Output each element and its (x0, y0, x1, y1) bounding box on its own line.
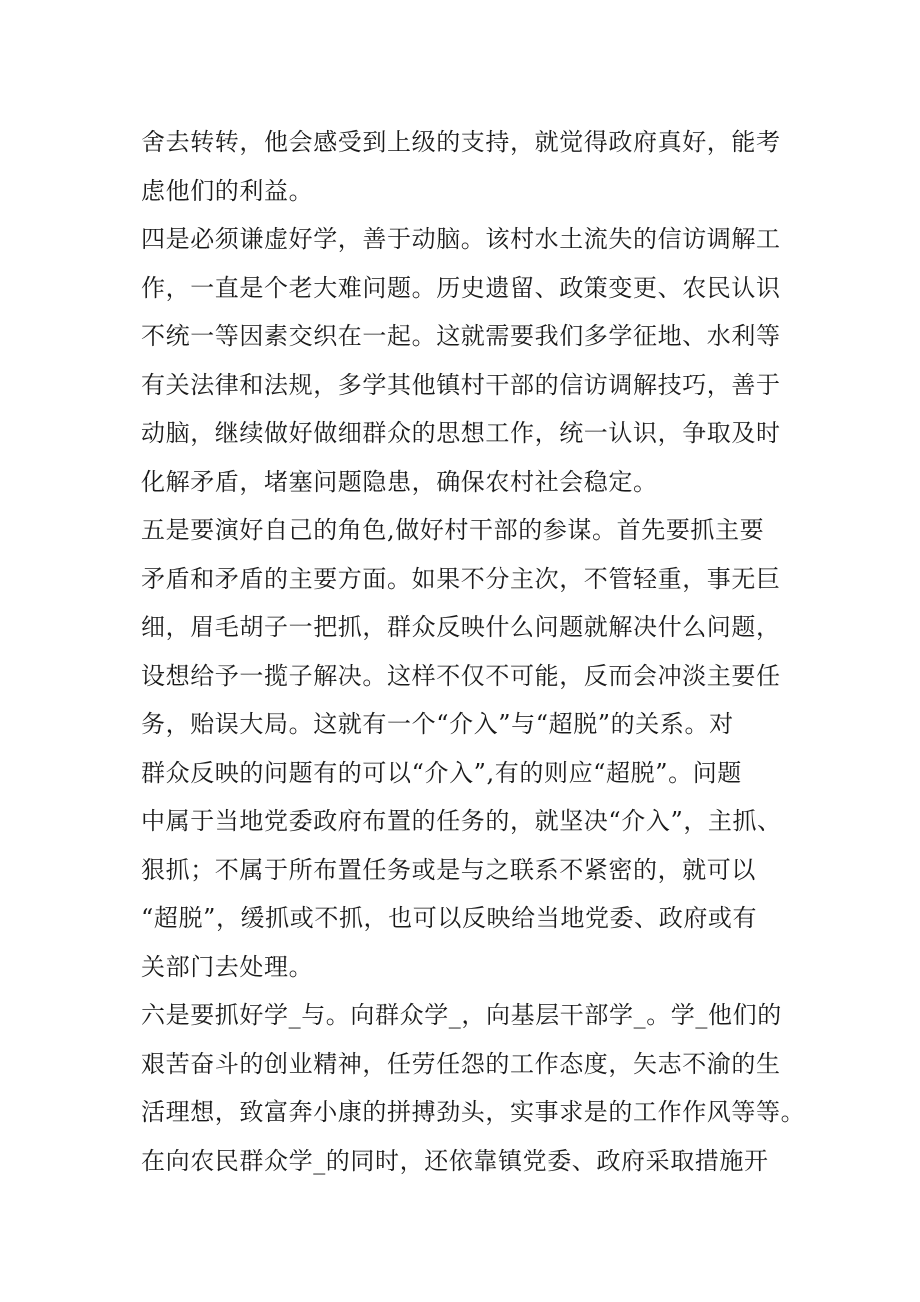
text-line: 舍去转转，他会感受到上级的支持，就觉得政府真好，能考 (141, 128, 781, 156)
body-text (141, 118, 806, 1185)
text-line: 矛盾和矛盾的主要方面。如果不分主次，不管轻重，事无巨 (141, 564, 781, 593)
text-line: 细，眉毛胡子一把抓，群众反映什么问题就解决什么问题， (141, 613, 781, 641)
text-line: 活理想，致富奔小康的拼搏劲头，实事求是的工作作风等等。 (141, 1098, 806, 1126)
text-line: 关部门去处理。 (141, 952, 314, 981)
text-line: 设想给予一揽子解决。这样不仅不可能，反而会冲淡主要任 (141, 661, 781, 690)
text-line: 四是必须谦虚好学，善于动脑。该村水土流失的信访调解工 (141, 225, 781, 253)
text-line: 务，贻误大局。这就有一个“介入”与“超脱”的关系。对 (141, 710, 734, 738)
text-line: 作，一直是个老大难问题。历史遗留、政策变更、农民认识 (141, 273, 781, 302)
text-line: 中属于当地党委政府布置的任务的，就坚决“介入”，主抓、 (141, 807, 782, 835)
text-line: 化解矛盾，堵塞问题隐患，确保农村社会稳定。 (141, 467, 658, 496)
text-line: 五是要演好自己的角色,做好村干部的参谋。首先要抓主要 (141, 516, 765, 544)
text-line: 狠抓；不属于所布置任务或是与之联系不紧密的，就可以 (141, 855, 756, 884)
text-line: 虑他们的利益。 (141, 176, 314, 205)
text-line: 群众反映的问题有的可以“介入”,有的则应“超脱”。问题 (141, 758, 742, 787)
text-line: 不统一等因素交织在一起。这就需要我们多学征地、水利等 (141, 322, 781, 350)
text-line: “超脱”，缓抓或不抓，也可以反映给当地党委、政府或有 (141, 904, 758, 932)
text-line: 有关法律和法规，多学其他镇村干部的信访调解技巧，善于 (141, 370, 781, 399)
text-line: 动脑，继续做好做细群众的思想工作，统一认识，争取及时 (141, 419, 781, 447)
text-line: 六是要抓好学_与。向群众学_，向基层干部学_。学_他们的 (141, 1001, 782, 1029)
text-line: 在向农民群众学_的同时，还依靠镇党委、政府采取措施开 (141, 1146, 769, 1175)
text-line: 艰苦奋斗的创业精神，任劳任怨的工作态度，矢志不渝的生 (141, 1049, 781, 1078)
